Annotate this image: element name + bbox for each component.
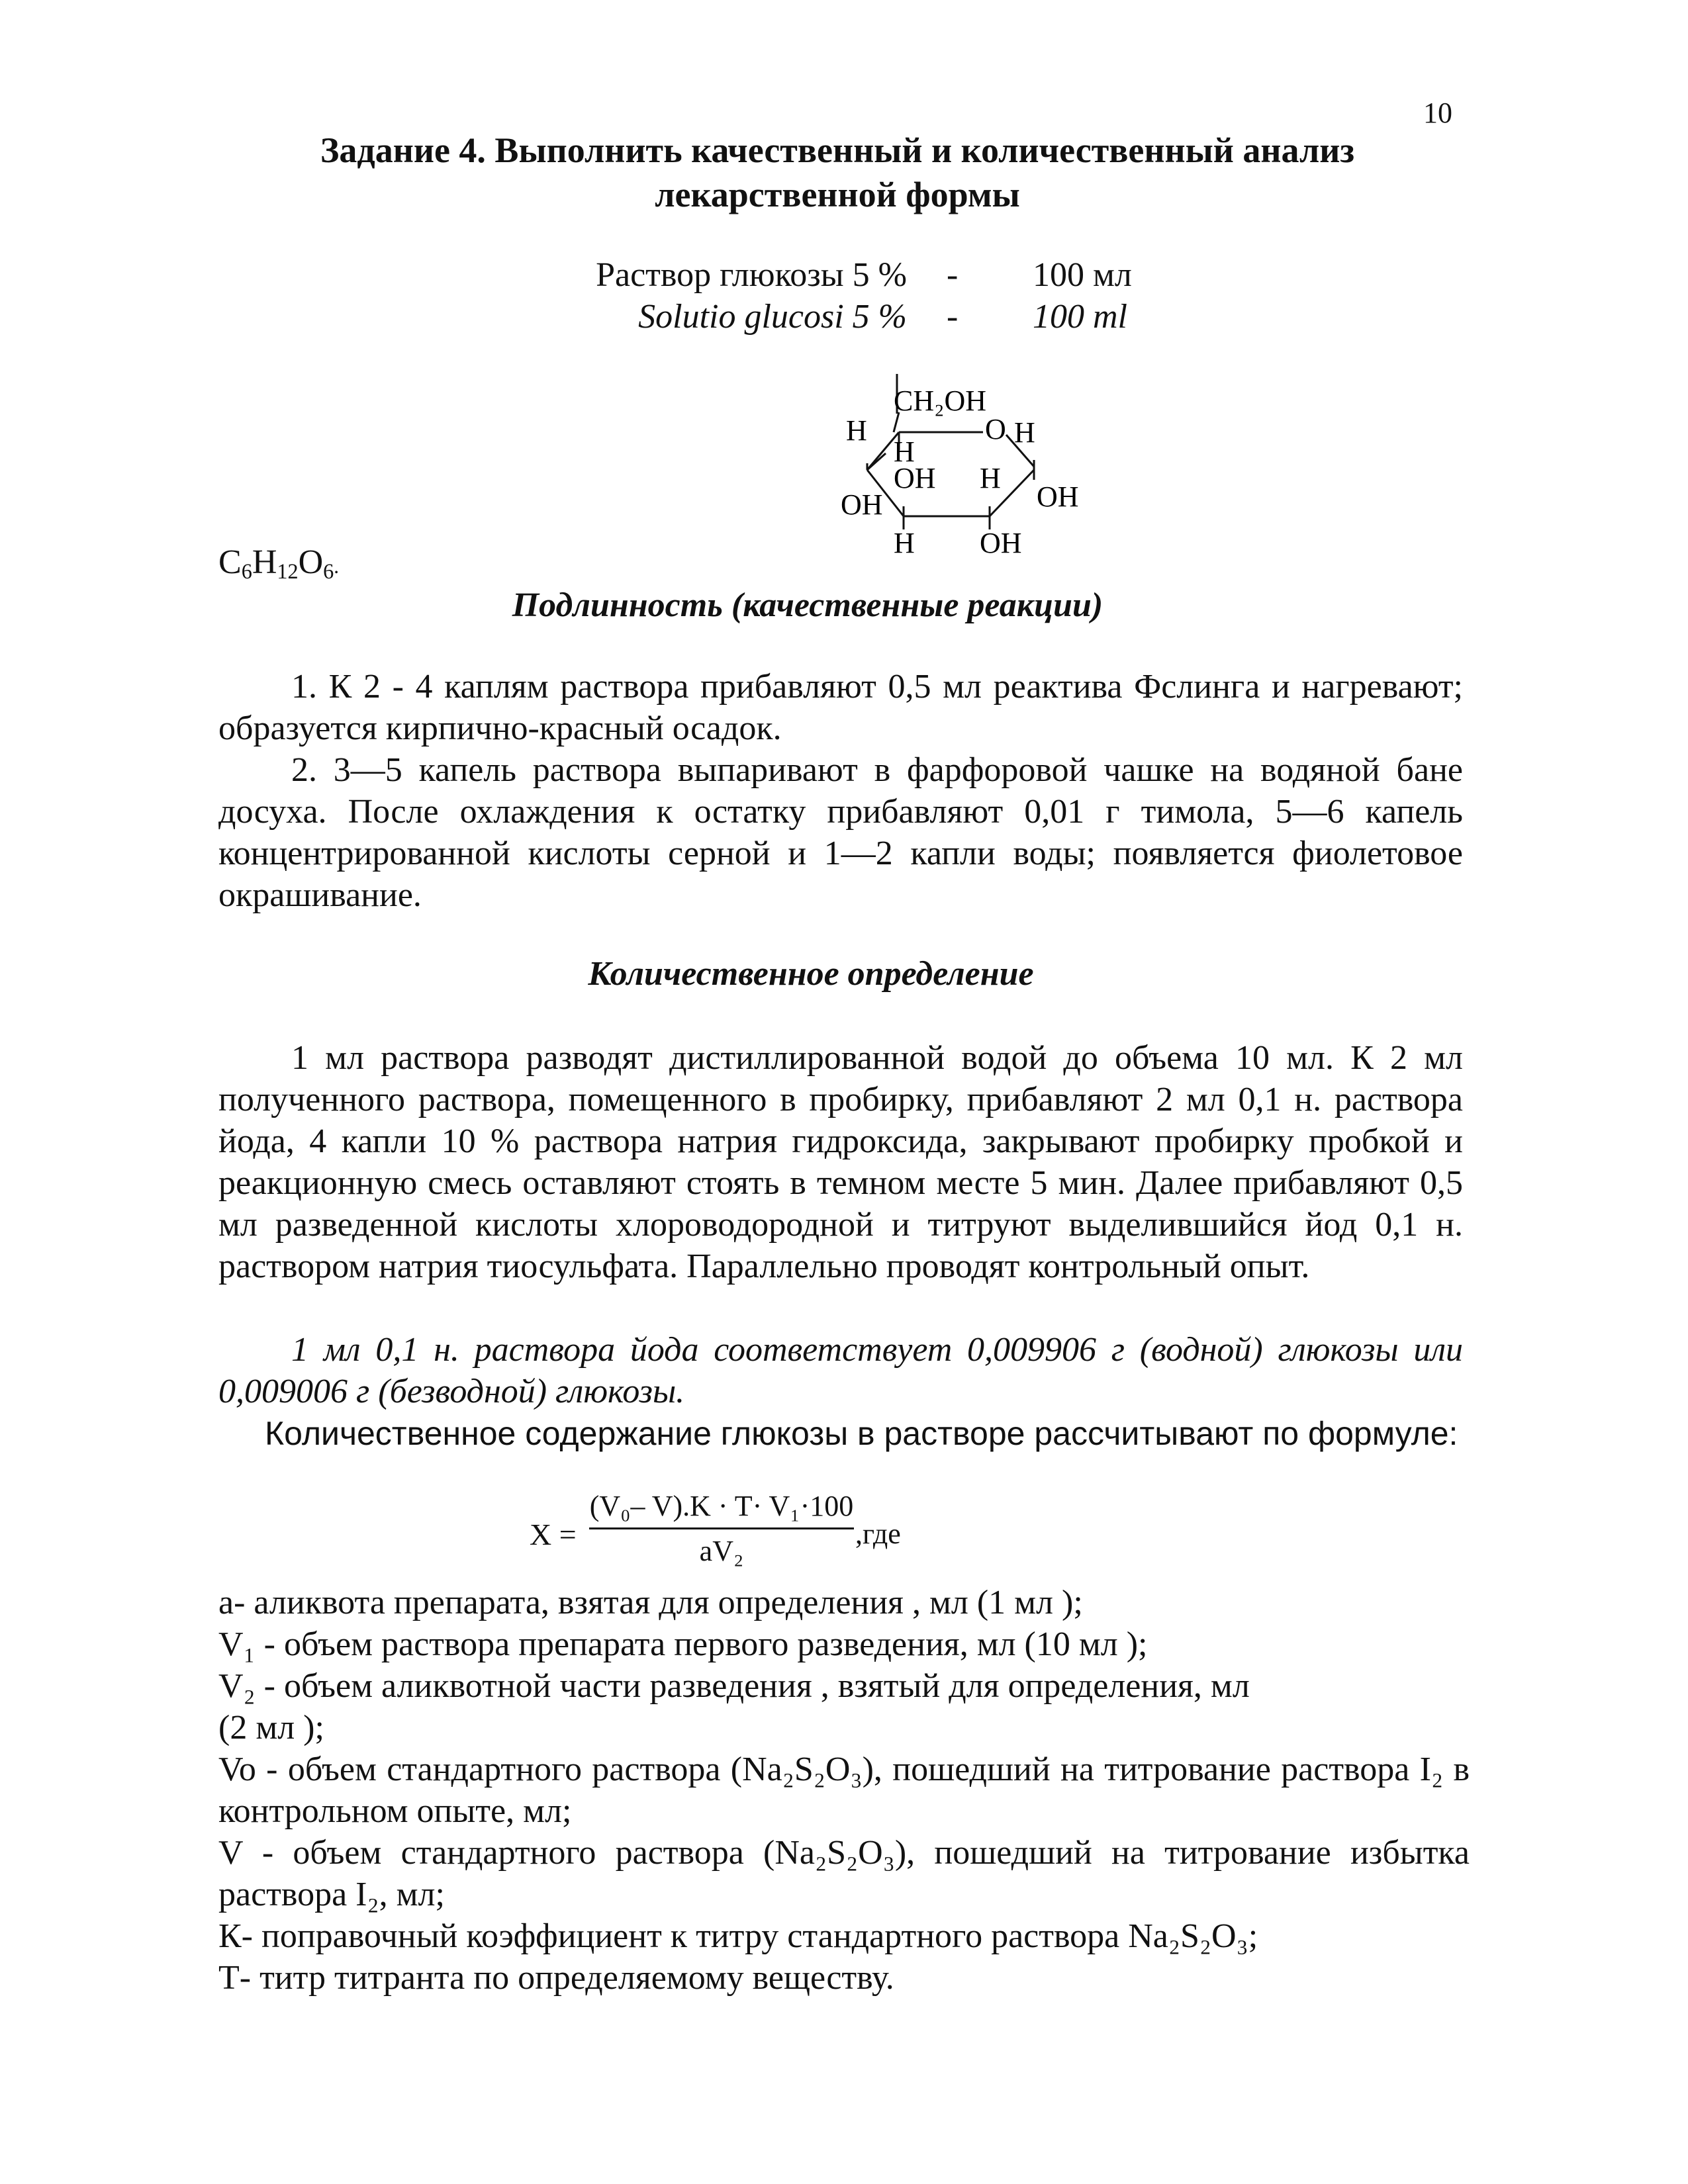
task-title-line2: лекарственной формы [655,175,1020,214]
label-oh-bottom: OH [980,527,1022,559]
section-identity-heading: Подлинность (качественные реакции) [512,586,1103,624]
label-ch2oh: CH₂OH [894,385,987,417]
formula-numerator: (V₀– V).K · T· V₁·100 [589,1490,854,1522]
legend-k: К- поправочный коэффициент к титру стандартного раствора Na₂S₂O₃; [218,1917,1258,1955]
legend-v2: V₂ - объем аликвотной части разведения , взятый для определения, мл [218,1667,1250,1705]
formula-denominator: aV₂ [699,1535,744,1567]
formula-fraction-bar [589,1527,854,1529]
label-h-inner: H [894,435,915,468]
formula-suffix: ,где [855,1518,901,1550]
label-h-bottom: H [894,527,915,559]
label-oh-right: OH [1037,480,1079,513]
calc-intro: Количественное содержание глюкозы в растворе рассчитывают по формуле: [265,1415,1458,1452]
recipe-amount-ru: 100 мл [1033,256,1132,294]
legend-t: Т- титр титранта по определяемому веществу. [218,1959,894,1997]
legend-v2-value: (2 мл ); [218,1709,324,1747]
page-number: 10 [1423,97,1452,129]
label-oh-left: OH [841,488,883,521]
label-h-left: H [846,414,867,447]
label-oh-inner: OH [894,462,936,494]
task-title-line1: Задание 4. Выполнить качественный и количественный анализ [320,130,1355,170]
molecular-formula: $C_6H_{12}O_6$. [218,543,340,584]
calc-formula [530,1489,927,1582]
identity-paragraph-1: 1. К 2 - 4 каплям раствора прибавляют 0,5 мл реактива Фслинга и нагревают; образуется кирпично-красный осадок. [218,668,1463,747]
formula-lhs: X = [530,1518,577,1551]
recipe-name-lat: Solutio glucosi 5 % [638,298,907,336]
legend-v: V - объем стандартного раствора (Na₂S₂O₃), пошедший на титрование избытка раствора I₂, мл; [218,1834,1470,1913]
label-h-mid: H [980,462,1001,494]
label-ring-o: O [985,413,1006,445]
legend-vo: Vo - объем стандартного раствора (Na₂S₂O₃), пошедший на титрование раствора I₂ в контрольном опыте, мл; [218,1751,1470,1830]
glucose-structure [841,374,1092,572]
recipe-dash-lat: - [947,298,959,336]
quant-paragraph: 1 мл раствора разводят дистиллированной водой до объема 10 мл. К 2 мл полученного раствора, помещенного в пробирку, прибавляют 2 мл 0,1 н. раствора йода, 4 капли 10 % раствора натрия гидроксида, закрывают пробирку пробкой и реакционную смесь оставляют стоять в темном месте 5 мин. Далее прибавляют 0,5 мл разведенной кислоты хлороводородной и титруют выделившийся йод 0,1 н. раствором натрия тиосульфата. Параллельно проводят контрольный опыт. [218,1039,1463,1285]
recipe-dash-ru: - [947,256,959,294]
legend-v1: V₁ - объем раствора препарата первого разведения, мл (10 мл ); [218,1625,1148,1663]
section-quant-heading: Количественное определение [588,955,1034,993]
label-h-right: H [1014,416,1035,449]
legend-a: a- аликвота препарата, взятая для определения , мл (1 мл ); [218,1584,1083,1621]
equivalence-note: 1 мл 0,1 н. раствора йода соответствует 0,009906 г (водной) глюкозы или 0,009006 г (безводной) глюкозы. [218,1331,1463,1410]
recipe-amount-lat: 100 ml [1033,298,1127,336]
recipe-name-ru: Раствор глюкозы 5 % [596,256,907,294]
identity-paragraph-2: 2. 3—5 капель раствора выпаривают в фарфоровой чашке на водяной бане досуха. После охлаждения к остатку прибавляют 0,01 г тимола, 5—6 капель концентрированной кислоты серной и 1—2 капли воды; появляется фиолетовое окрашивание. [218,751,1463,914]
